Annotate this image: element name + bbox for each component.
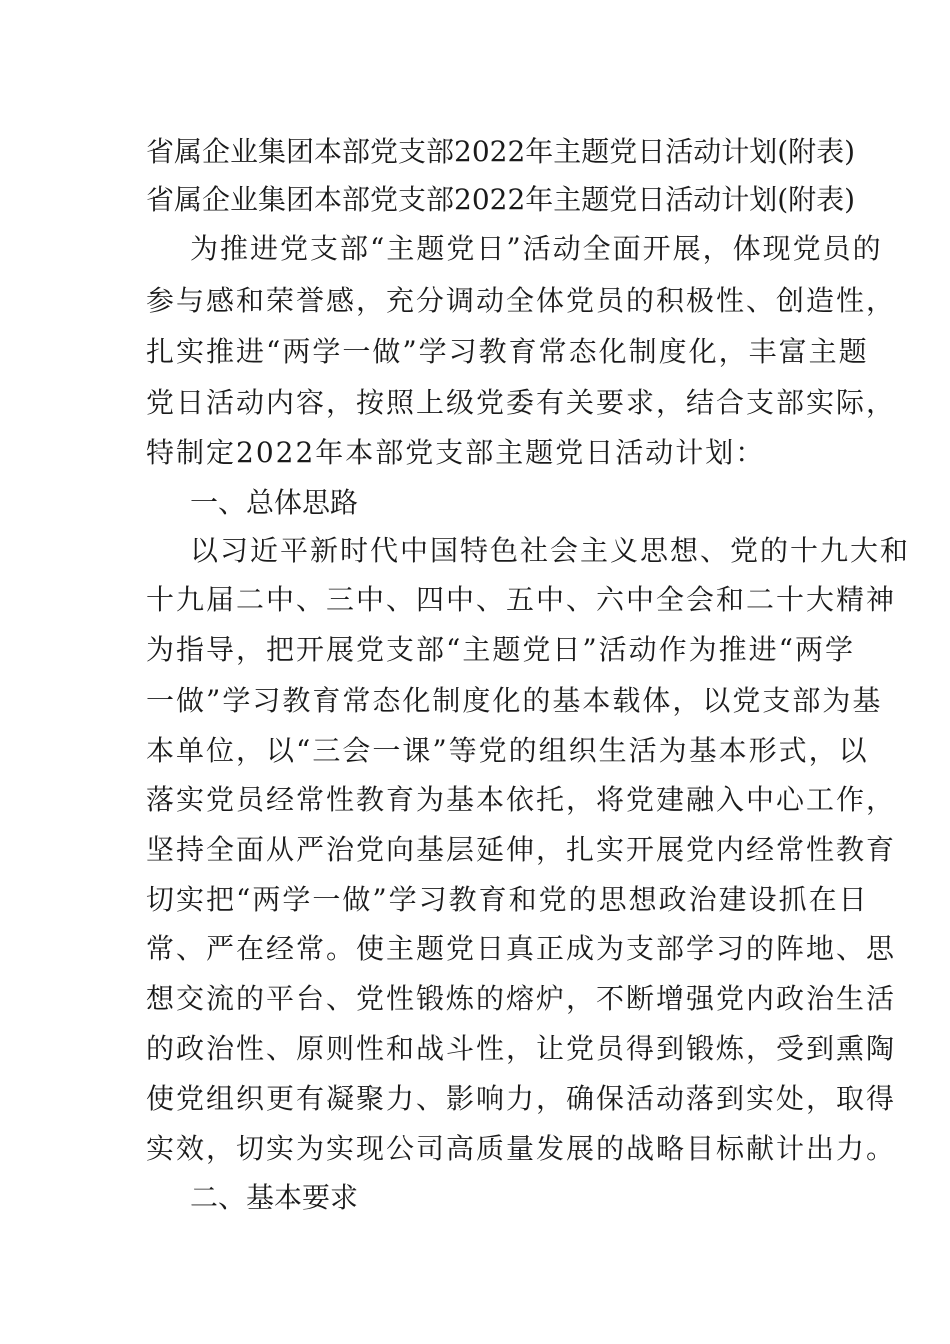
section-heading-overall-approach: 一、总体思路: [190, 486, 359, 519]
intro-paragraph-line: 参与感和荣誉感，充分调动全体党员的积极性、创造性，: [146, 284, 897, 317]
section1-paragraph-line: 切实把“两学一做”学习教育和党的思想政治建设抓在日: [146, 883, 869, 916]
section1-paragraph-line: 为指导，把开展党支部“主题党日”活动作为推进“两学: [146, 633, 855, 666]
intro-paragraph-line: 党日活动内容，按照上级党委有关要求，结合支部实际，: [146, 386, 897, 419]
section1-paragraph-line: 落实党员经常性教育为基本依托，将党建融入中心工作，: [146, 783, 897, 816]
intro-paragraph-line: 特制定2022年本部党支部主题党日活动计划：: [146, 436, 766, 469]
document-title-repeat: 省属企业集团本部党支部2022年主题党日活动计划(附表): [146, 183, 856, 216]
section1-paragraph-line: 的政治性、原则性和战斗性，让党员得到锻炼，受到熏陶: [146, 1032, 897, 1065]
section1-paragraph-line: 本单位，以“三会一课”等党的组织生活为基本形式，以: [146, 734, 869, 767]
section1-paragraph-line: 常、严在经常。使主题党日真正成为支部学习的阵地、思: [146, 932, 897, 965]
intro-paragraph-line: 为推进党支部“主题党日”活动全面开展，体现党员的: [190, 232, 883, 265]
section1-paragraph-line: 坚持全面从严治党向基层延伸，扎实开展党内经常性教育: [146, 833, 897, 866]
section-heading-basic-requirements: 二、基本要求: [190, 1181, 359, 1214]
section1-paragraph-line: 实效，切实为实现公司高质量发展的战略目标献计出力。: [146, 1132, 897, 1165]
section1-paragraph-line: 一做”学习教育常态化制度化的基本载体，以党支部为基: [146, 684, 883, 717]
section1-paragraph-line: 以习近平新时代中国特色社会主义思想、党的十九大和: [190, 534, 911, 567]
section1-paragraph-line: 十九届二中、三中、四中、五中、六中全会和二十大精神: [146, 583, 897, 616]
section1-paragraph-line: 想交流的平台、党性锻炼的熔炉，不断增强党内政治生活: [146, 982, 897, 1015]
intro-paragraph-line: 扎实推进“两学一做”学习教育常态化制度化，丰富主题: [146, 335, 869, 368]
document-title: 省属企业集团本部党支部2022年主题党日活动计划(附表): [146, 135, 856, 168]
section1-paragraph-line: 使党组织更有凝聚力、影响力，确保活动落到实处，取得: [146, 1082, 897, 1115]
